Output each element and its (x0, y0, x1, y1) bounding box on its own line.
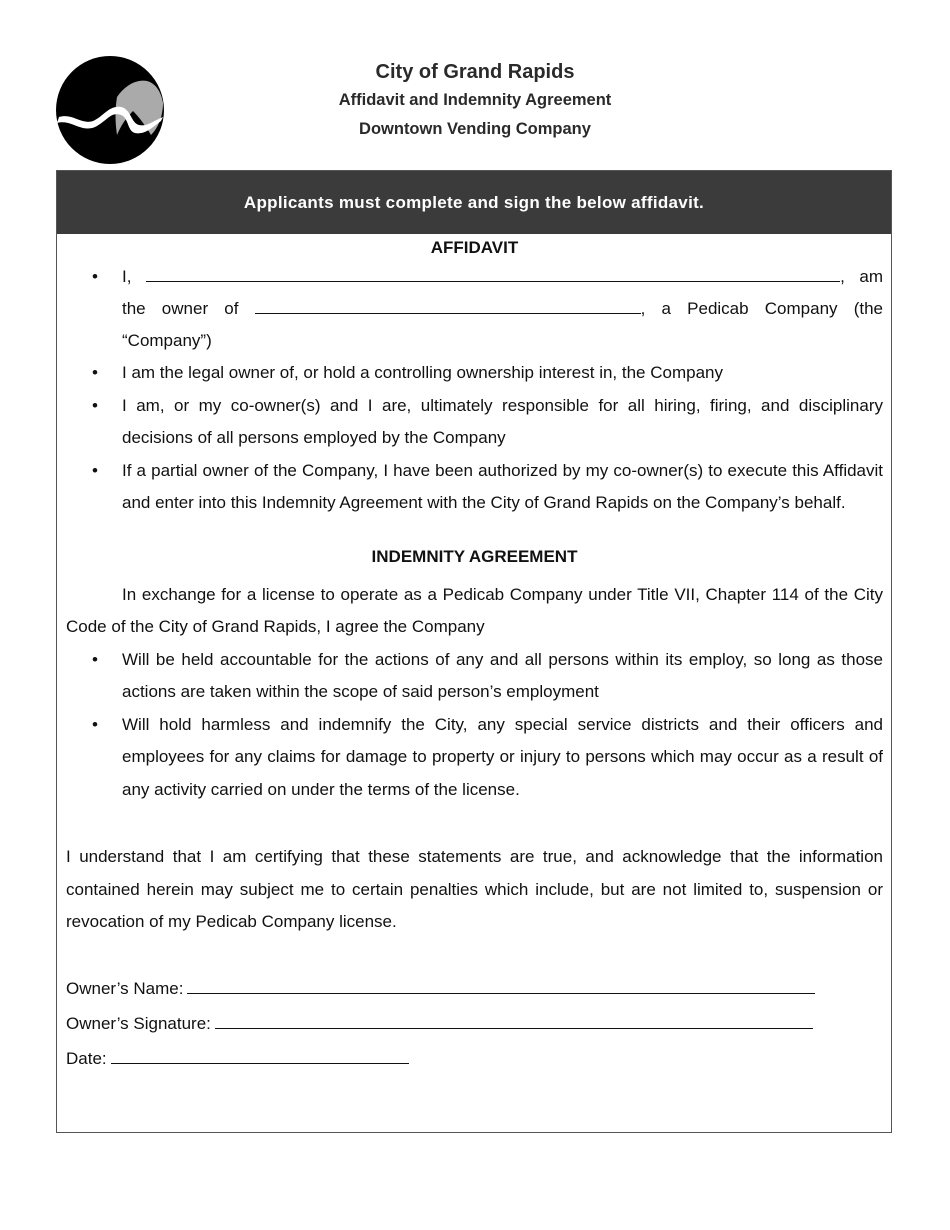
owner-name-field[interactable] (187, 971, 815, 994)
indemnity-list (66, 644, 883, 807)
date-label: Date: (66, 1048, 107, 1068)
owner-name-row (66, 971, 883, 1006)
indemnity-heading: INDEMNITY AGREEMENT (371, 546, 578, 566)
affidavit-item-1-suffix: , a Pedicab Company (the “Company”) (122, 299, 883, 350)
company-name-blank[interactable] (255, 293, 641, 314)
affidavit-item-1-prefix: I, (122, 267, 132, 286)
certification-statement: I understand that I am certifying that these statements are true, and acknowledge that the information contained herein may subject me to certain penalties which include, but are not limited to, suspension or revocation of my Pedicab Company license. (66, 847, 883, 931)
affidavit-item-1-middle: , am the owner of (122, 267, 883, 318)
owner-signature-label: Owner’s Signature: (66, 1013, 211, 1033)
document-header (0, 58, 950, 144)
owner-signature-field[interactable] (215, 1006, 813, 1029)
affidavit-list (66, 261, 883, 520)
page-title: City of Grand Rapids (375, 61, 575, 83)
date-row (66, 1041, 883, 1076)
affidavit-item-3: • I am, or my co-owner(s) and I are, ultimately responsible for all hiring, firing, and disciplinary decisions of all persons employed by the Company (66, 390, 883, 455)
owner-name-blank[interactable] (146, 261, 840, 282)
signature-block (66, 971, 883, 1076)
owner-name-label: Owner’s Name: (66, 978, 184, 998)
form-content (57, 238, 891, 1076)
affidavit-item-4: • If a partial owner of the Company, I have been authorized by my co-owner(s) to execute this Affidavit and enter into this Indemnity Agreement with the City of Grand Rapids on the Company’s behalf. (66, 455, 883, 520)
page-subtitle: Affidavit and Indemnity Agreement (338, 91, 612, 109)
page-subtitle-2: Downtown Vending Company (359, 120, 591, 138)
owner-signature-row (66, 1006, 883, 1041)
indemnity-item-1: • Will be held accountable for the actions of any and all persons within its employ, so long as those actions are taken within the scope of said person’s employment (66, 644, 883, 709)
instruction-banner: Applicants must complete and sign the below affidavit. (57, 171, 891, 234)
indemnity-item-2: • Will hold harmless and indemnify the City, any special service districts and their officers and employees for any claims for damage to property or injury to persons which may occur as a result of any activity carried on under the terms of the license. (66, 709, 883, 807)
indemnity-intro: In exchange for a license to operate as a Pedicab Company under Title VII, Chapter 114 of the City Code of the City of Grand Rapids, I agree the Company (66, 584, 883, 636)
affidavit-form (56, 170, 892, 1133)
affidavit-item-1 (66, 261, 883, 357)
affidavit-heading: AFFIDAVIT (430, 238, 519, 257)
date-field[interactable] (111, 1041, 409, 1064)
affidavit-item-2: • I am the legal owner of, or hold a controlling ownership interest in, the Company (66, 357, 883, 390)
